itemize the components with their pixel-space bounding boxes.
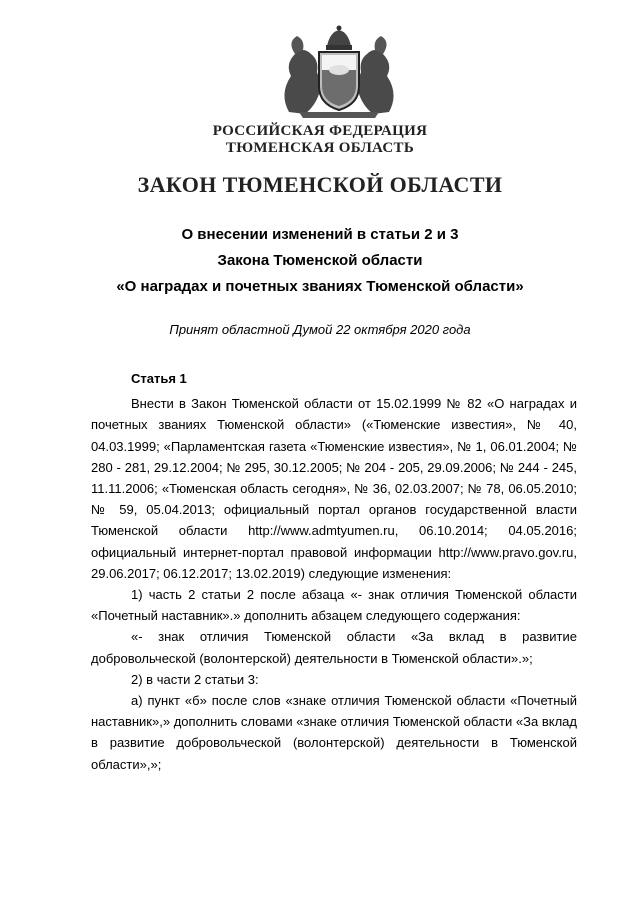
- paragraph: «- знак отличия Тюменской области «За вклад в развитие добровольческой (волонтерской) деятельности в Тюменской области».»;: [91, 629, 577, 666]
- title-line-3: «О наградах и почетных званиях Тюменской области»: [116, 278, 524, 295]
- article-heading: Статья 1: [131, 371, 187, 386]
- coat-of-arms-icon: [275, 24, 403, 120]
- paragraph: Внести в Закон Тюменской области от 15.02.1999 № 82 «О наградах и почетных званиях Тюменской области» («Тюменские известия», № 40, 04.03.1999; «Парламентская газета «Тюменские известия», № 1, 06.01.2004; № 280 - 281, 29.12.2004; № 295, 30.12.2005; № 204 - 205, 29.09.2006; № 244 - 245, 11.11.2006; «Тюменская область сегодня», № 36, 02.03.2007; № 78, 06.05.2010; № 59, 05.04.2013; официальный портал органов государственной власти Тюменской области http://www.admtyumen.ru, 06.10.2014; 04.05.2016; официальный интернет-портал правовой информации http://www.pravo.gov.ru, 29.06.2017; 06.12.2017; 13.02.2019) следующие изменения:: [91, 396, 577, 581]
- title-line-2: Закона Тюменской области: [217, 252, 423, 269]
- law-heading: ЗАКОН ТЮМЕНСКОЙ ОБЛАСТИ: [137, 172, 503, 197]
- paragraph: а) пункт «б» после слов «знаке отличия Тюменской области «Почетный наставник»,» дополнить словами «знаке отличия Тюменской области «За вклад в развитие добровольческой (волонтерской) деятельности в Тюменской области»,»;: [91, 693, 577, 772]
- paragraph: 1) часть 2 статьи 2 после абзаца «- знак отличия Тюменской области «Почетный наставник».» дополнить абзацем следующего содержания:: [91, 587, 577, 624]
- law-header: [0, 123, 640, 199]
- document-body: [91, 368, 577, 775]
- paragraph: 2) в части 2 статьи 3:: [131, 671, 259, 687]
- country-line: РОССИЙСКАЯ ФЕДЕРАЦИЯ: [212, 123, 428, 139]
- title-line-1: О внесении изменений в статьи 2 и 3: [181, 226, 459, 243]
- adoption-date: Принят областной Думой 22 октября 2020 года: [169, 322, 471, 337]
- document-title: [0, 222, 640, 300]
- region-line: ТЮМЕНСКАЯ ОБЛАСТЬ: [225, 140, 415, 156]
